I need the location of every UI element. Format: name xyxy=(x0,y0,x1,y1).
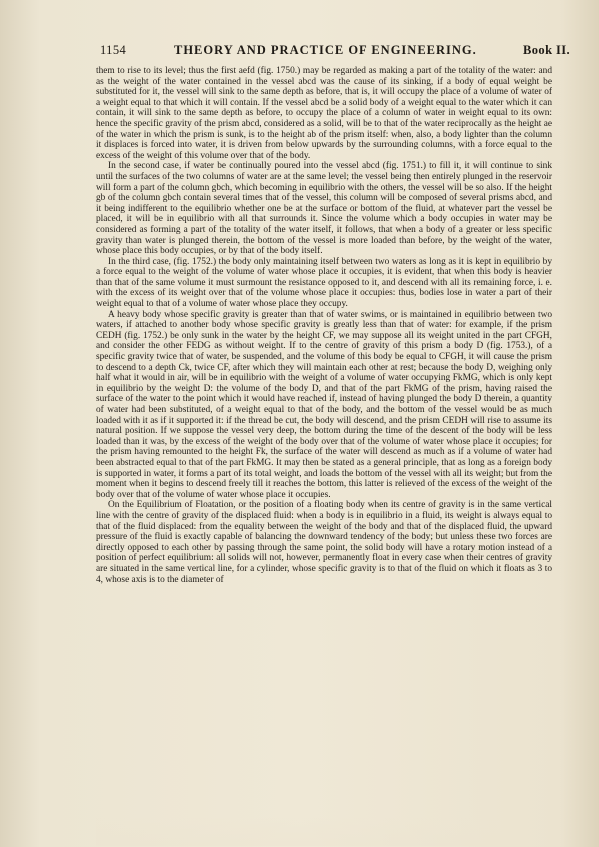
book-label: Book II. xyxy=(523,43,570,57)
running-title: THEORY AND PRACTICE OF ENGINEERING. xyxy=(174,43,477,57)
page-number: 1154 xyxy=(100,43,127,57)
paragraph-3: In the third case, (fig. 1752.) the body only maintaining itself between two waters as long as it is kept in equilibrio by a force equal to the weight of the volume of water whose place it occupies, it is evident, that when this body is heavier than that of the same volume it must surmount the resistance opposed to it, and descend with all its remaining force, i. e. with the excess of its weight over that of the volume whose place it occupies: thus, bodies lose in water a part of their weight equal to that of a volume of water whose place they occupy. xyxy=(96,256,552,310)
paragraph-5: On the Equilibrium of Floatation, or the position of a floating body when its centre of gravity is in the same vertical line with the centre of gravity of the displaced fluid: when a body is in equilibrio in a fluid, its weight is always equal to that of the fluid displaced: from the equality between the weight of the body and that of the displaced fluid, the upward pressure of the fluid is exactly capable of balancing the downward tendency of the body; but unless these two forces are directly opposed to each other by passing through the same point, the solid body will have a rotary motion instead of a position of perfect equilibrium: all solids will not, however, permanently float in every case when their centres of gravity are situated in the same vertical line, for a cylinder, whose specific gravity is to that of the fluid on which it floats as 3 to 4, whose axis is to the diameter of xyxy=(96,500,552,585)
body-text xyxy=(96,66,552,846)
paragraph-4: A heavy body whose specific gravity is greater than that of water swims, or is maintained in equilibrio between two waters, if attached to another body whose specific gravity is greatly less than that of water: for example, if the prism CEDH (fig. 1752.) be only sunk in the water by the height CF, we may suppose all its weight united in the part CFGH, and consider the other FEDG as without weight. If to the centre of gravity of this prism a body D (fig. 1753.), of a specific gravity twice that of water, be suspended, and the volume of this body be equal to CFGH, it will cause the prism to descend to a depth Ck, twice CF, after which they will maintain each other at rest; because the body D, weighing only half what it would in air, will be in equilibrio with the weight of a volume of water occupying FkMG, which is only kept in equilibrio by the weight D: the volume of the body D, and that of the part FkMG of the prism, having raised the surface of the water to the point which it would have reached if, instead of having plunged the body D therein, a quantity of water had been substituted, of a weight equal to that of the body, and the bottom of the vessel would be as much loaded with it as if it supported it: if the thread be cut, the body will descend, and the prism CEDH will rise to assume its natural position. If we suppose the vessel very deep, the bottom during the time of the descent of the body will be less loaded than it was, by the excess of the weight of the body over that of the volume of water whose place it occupies; for the prism having remounted to the height Fk, the surface of the water will descend as much as if a volume of water had been abstracted equal to that of the part FkMG. It may then be stated as a general principle, that as long as a foreign body is supported in water, it forms a part of its total weight, and loads the bottom of the vessel with all its weight; but from the moment when it begins to descend freely till it reaches the bottom, this latter is relieved of the excess of the weight of the body over that of the volume of water whose place it occupies. xyxy=(96,309,552,500)
page-header xyxy=(100,43,570,63)
page-edge-shade xyxy=(96,816,552,846)
paragraph-1: them to rise to its level; thus the first aefd (fig. 1750.) may be regarded as making a part of the totality of the water: and as the weight of the water contained in the vessel abcd was the cause of its sinking, if a body of equal weight be substituted for it, the vessel will sink to the same depth as before, that is, it will occupy the place of a volume of water of a weight equal to that which it will contain. If the vessel abcd be a solid body of a weight equal to the water which it can contain, it will sink to the same depth as before, to occupy the place of a column of water in weight equal to its own: hence the specific gravity of the prism abcd, considered as a solid, will be to that of the water reciprocally as the height ae of the water in which the prism is sunk, is to the height ab of the prism itself: when, also, a body lighter than the column it displaces is forced into water, it is driven from below upwards by the surrounding columns, with a force equal to the excess of the weight of this volume over that of the body. xyxy=(96,66,552,161)
paragraph-2: In the second case, if water be continually poured into the vessel abcd (fig. 1751.) to fill it, it will continue to sink until the surfaces of the two columns of water are at the same level; the vessel being then entirely plunged in the reservoir will form a part of the column gbch, which becoming in equilibrio with the others, the vessel will be so also. If the height gb of the column gbch contain several times that of the vessel, this column will be composed of several prisms abcd, and it being indifferent to the equilibrio whether one be at the surface or bottom of the fluid, at whatever part the vessel be placed, it will be in equilibrio with all that surrounds it. Since the volume which a body occupies in water may be considered as forming a part of the totality of the water itself, it follows, that when a body of a greater or less specific gravity than water is plunged therein, the bottom of the vessel is more loaded than before, by the weight of the water, whose place this body occupies, or by that of the body itself. xyxy=(96,161,552,257)
